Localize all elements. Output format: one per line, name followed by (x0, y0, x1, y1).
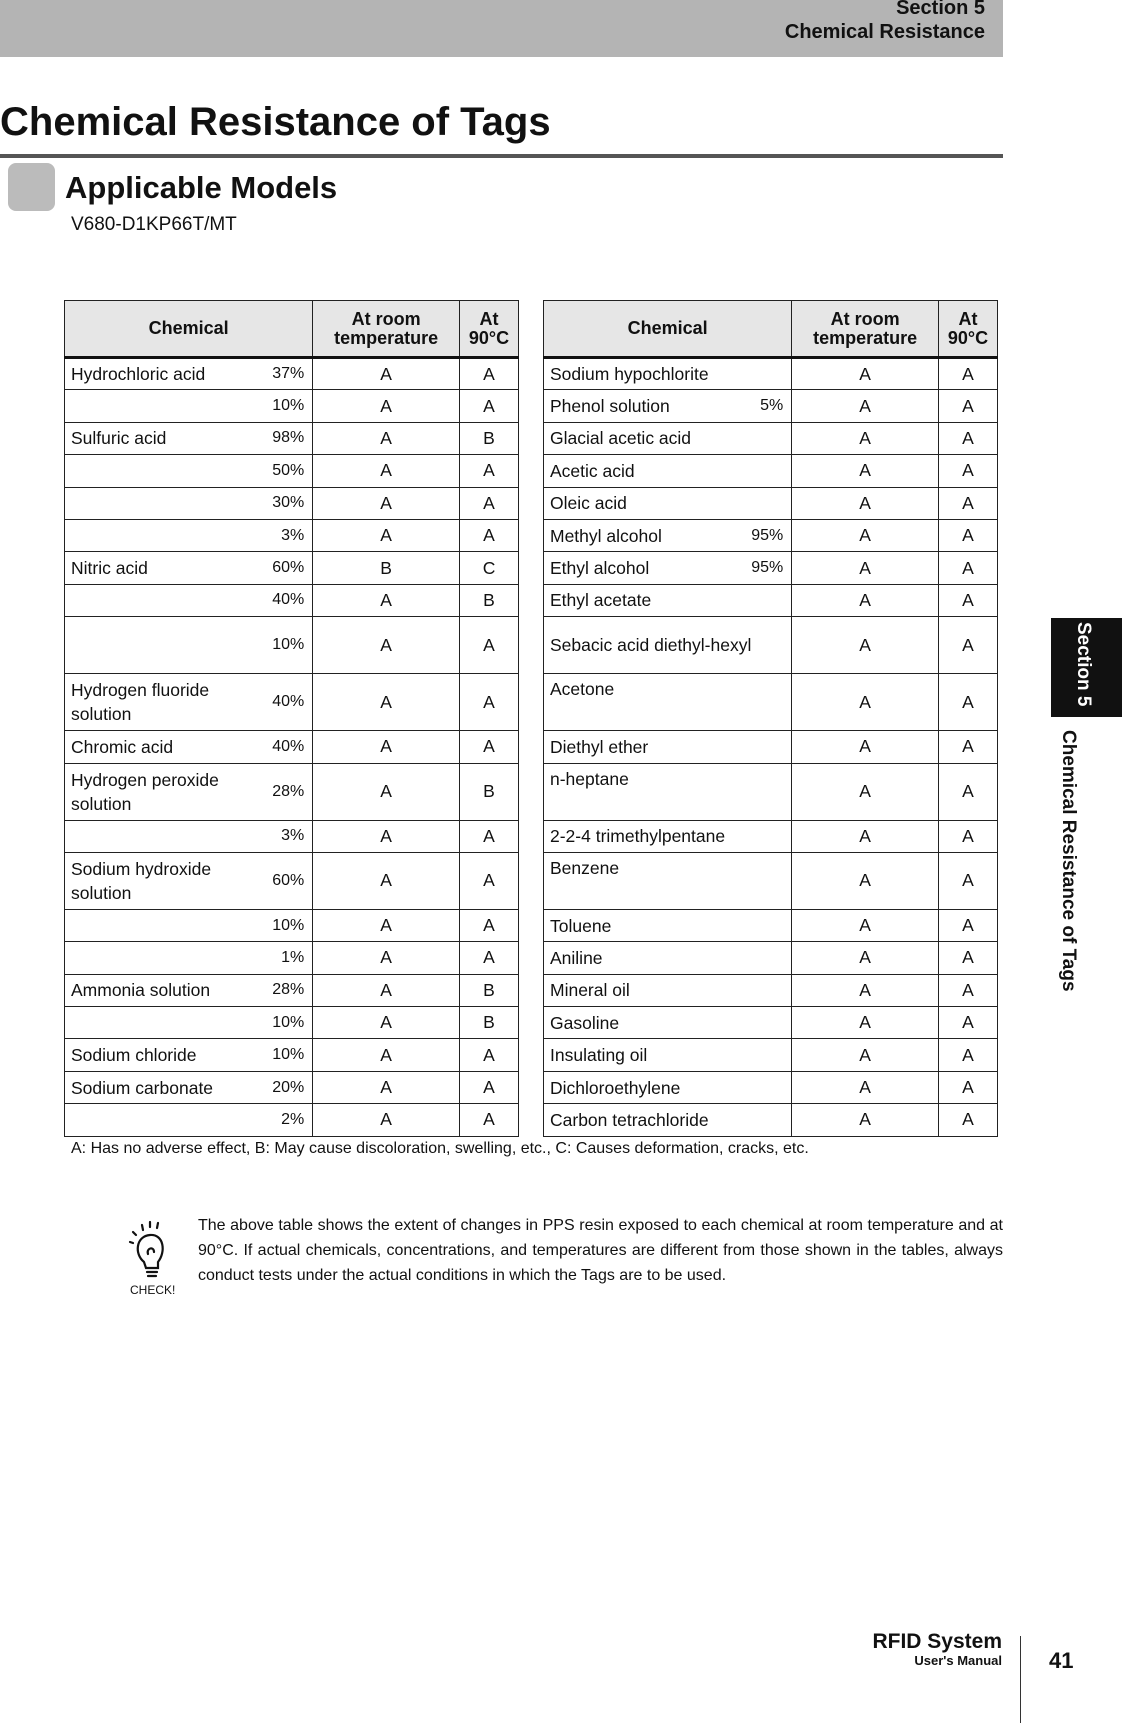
model-name: V680-D1KP66T/MT (71, 214, 237, 235)
90c-rating: A (939, 1007, 998, 1039)
header-title: Chemical Resistance (784, 21, 985, 43)
room-temp-rating: A (313, 942, 460, 974)
room-temp-rating: A (313, 584, 460, 616)
chemical-name: Diethyl ether (550, 736, 649, 757)
check-label: CHECK! (130, 1283, 176, 1297)
concentration: 95% (751, 559, 784, 577)
chemical-name: Gasoline (550, 1012, 620, 1033)
90c-rating: A (939, 617, 998, 674)
footer-manual: User's Manual (914, 1653, 1002, 1668)
table-row (65, 455, 519, 487)
90c-rating: A (460, 1071, 519, 1103)
concentration: 60% (272, 559, 305, 577)
90c-rating: A (460, 617, 519, 674)
90c-rating: A (939, 763, 998, 820)
90c-rating: A (939, 909, 998, 941)
column-header: Chemical (544, 301, 792, 358)
concentration: 10% (272, 1013, 305, 1031)
chemical-cell (65, 1007, 313, 1039)
room-temp-rating: A (792, 974, 939, 1006)
90c-rating: A (939, 1104, 998, 1136)
room-temp-rating: A (792, 909, 939, 941)
table-row (544, 942, 998, 974)
table-row (544, 1039, 998, 1071)
room-temp-rating: A (313, 1071, 460, 1103)
room-temp-rating: A (313, 1039, 460, 1071)
chemical-name: Ethyl acetate (550, 590, 652, 611)
concentration: 2% (281, 1110, 305, 1128)
chemical-cell (65, 1104, 313, 1136)
chemical-cell (65, 617, 313, 674)
chemical-cell (65, 974, 313, 1006)
chemical-cell (544, 820, 792, 852)
table-row (65, 1007, 519, 1039)
table-row (544, 455, 998, 487)
chemical-cell (65, 455, 313, 487)
header-section: Section 5 (896, 0, 985, 19)
concentration: 95% (751, 526, 784, 544)
chemical-name: Sebacic acid diethyl-hexyl (550, 635, 752, 656)
chemical-cell (65, 909, 313, 941)
chemical-cell (65, 487, 313, 519)
room-temp-rating: A (313, 1007, 460, 1039)
table-row (544, 617, 998, 674)
90c-rating: A (939, 1039, 998, 1071)
concentration: 10% (272, 397, 305, 415)
room-temp-rating: A (313, 1104, 460, 1136)
table-row (65, 763, 519, 820)
concentration: 40% (272, 591, 305, 609)
column-header: Chemical (65, 301, 313, 358)
chemical-name: Acetic acid (550, 460, 635, 481)
footer-divider (1020, 1636, 1021, 1723)
table-row (65, 909, 519, 941)
90c-rating: A (939, 358, 998, 390)
chemical-cell (544, 358, 792, 390)
check-lightbulb-icon (128, 1218, 188, 1298)
concentration: 28% (272, 981, 305, 999)
room-temp-rating: A (792, 358, 939, 390)
chemical-name: Hydrogen peroxide solution (71, 769, 219, 814)
90c-rating: A (939, 487, 998, 519)
chemical-cell (544, 552, 792, 584)
chemical-table-right (543, 300, 998, 1137)
90c-rating: A (460, 820, 519, 852)
90c-rating: A (460, 358, 519, 390)
room-temp-rating: A (313, 487, 460, 519)
chemical-cell (544, 390, 792, 422)
table-row (65, 422, 519, 454)
chemical-name: Chromic acid (71, 736, 174, 757)
chemical-name: Ammonia solution (71, 980, 211, 1001)
table-row (544, 852, 998, 909)
room-temp-rating: A (313, 820, 460, 852)
chemical-cell (544, 519, 792, 551)
chemical-name: Mineral oil (550, 980, 630, 1001)
concentration: 20% (272, 1078, 305, 1096)
chemical-cell (544, 487, 792, 519)
90c-rating: A (939, 1071, 998, 1103)
table-row (544, 552, 998, 584)
table-row (544, 974, 998, 1006)
table-row (544, 909, 998, 941)
90c-rating: A (460, 390, 519, 422)
concentration: 37% (272, 365, 305, 383)
room-temp-rating: A (792, 1039, 939, 1071)
chemical-name: Oleic acid (550, 493, 627, 514)
chemical-name: Carbon tetrachloride (550, 1109, 709, 1130)
check-note: The above table shows the extent of changes in PPS resin exposed to each chemical at room temperature and at 90°C. If actual chemicals, concentrations, and temperatures are different from those shown in the tables, always conduct tests under the actual conditions in which the Tags are to be used. (198, 1217, 1003, 1284)
concentration: 98% (272, 429, 305, 447)
table-row (65, 1039, 519, 1071)
room-temp-rating: A (792, 487, 939, 519)
room-temp-rating: A (792, 852, 939, 909)
column-header: At 90°C (939, 301, 998, 358)
room-temp-rating: A (313, 455, 460, 487)
column-header: At room temperature (313, 301, 460, 358)
90c-rating: A (939, 552, 998, 584)
room-temp-rating: A (313, 909, 460, 941)
chemical-cell (65, 942, 313, 974)
room-temp-rating: A (313, 519, 460, 551)
table-row (544, 1007, 998, 1039)
90c-rating: A (939, 820, 998, 852)
column-header: At room temperature (792, 301, 939, 358)
chemical-name: Toluene (550, 915, 612, 936)
room-temp-rating: A (792, 552, 939, 584)
heading-marker-icon (8, 163, 55, 211)
90c-rating: A (460, 674, 519, 731)
room-temp-rating: A (792, 1071, 939, 1103)
room-temp-rating: A (313, 674, 460, 731)
concentration: 40% (272, 737, 305, 755)
title-rule (0, 154, 1003, 158)
table-row (544, 358, 998, 390)
table-header-row (544, 301, 998, 358)
chemical-cell (544, 942, 792, 974)
chemical-cell (544, 617, 792, 674)
room-temp-rating: A (792, 617, 939, 674)
chemical-cell (544, 455, 792, 487)
chemical-cell (65, 422, 313, 454)
table-row (544, 674, 998, 731)
chemical-cell (65, 731, 313, 763)
chemical-cell (65, 1039, 313, 1071)
chemical-cell (65, 519, 313, 551)
chemical-name: Sulfuric acid (71, 428, 167, 449)
table-row (65, 487, 519, 519)
table-row (65, 358, 519, 390)
table-row (65, 552, 519, 584)
table-row (65, 674, 519, 731)
room-temp-rating: A (792, 1007, 939, 1039)
90c-rating: A (460, 942, 519, 974)
chemical-cell (544, 852, 792, 909)
room-temp-rating: A (313, 422, 460, 454)
table-row (544, 584, 998, 616)
90c-rating: B (460, 584, 519, 616)
concentration: 28% (272, 782, 305, 800)
side-tab-title: Chemical Resistance of Tags (1058, 730, 1079, 992)
room-temp-rating: A (792, 763, 939, 820)
table-row (65, 1104, 519, 1136)
chemical-name: Dichloroethylene (550, 1077, 681, 1098)
room-temp-rating: A (792, 820, 939, 852)
table-row (65, 519, 519, 551)
legend: A: Has no adverse effect, B: May cause discoloration, swelling, etc., C: Causes deformation, cracks, etc. (71, 1140, 809, 1157)
room-temp-rating: A (792, 942, 939, 974)
table-row (544, 487, 998, 519)
90c-rating: A (460, 909, 519, 941)
room-temp-rating: A (313, 763, 460, 820)
90c-rating: B (460, 763, 519, 820)
90c-rating: A (460, 731, 519, 763)
90c-rating: A (939, 519, 998, 551)
90c-rating: A (939, 731, 998, 763)
table-row (544, 1104, 998, 1136)
concentration: 1% (281, 948, 305, 966)
chemical-cell (65, 763, 313, 820)
chemical-cell (544, 1104, 792, 1136)
concentration: 10% (272, 636, 305, 654)
table-row (544, 422, 998, 454)
90c-rating: B (460, 974, 519, 1006)
chemical-cell (65, 584, 313, 616)
chemical-cell (65, 1071, 313, 1103)
90c-rating: A (460, 1104, 519, 1136)
table-row (544, 390, 998, 422)
table-row (544, 1071, 998, 1103)
concentration: 40% (272, 693, 305, 711)
90c-rating: A (939, 942, 998, 974)
table-row (65, 390, 519, 422)
concentration: 60% (272, 871, 305, 889)
chemical-name: n-heptane (550, 768, 629, 789)
page-number: 41 (1049, 1648, 1074, 1673)
90c-rating: A (460, 852, 519, 909)
chemical-cell (544, 674, 792, 731)
chemical-name: Ethyl alcohol (550, 558, 650, 579)
room-temp-rating: A (792, 455, 939, 487)
90c-rating: A (939, 974, 998, 1006)
chemical-cell (65, 390, 313, 422)
table-row (544, 519, 998, 551)
room-temp-rating: A (313, 617, 460, 674)
chemical-name: 2-2-4 trimethylpentane (550, 826, 726, 847)
room-temp-rating: A (313, 390, 460, 422)
90c-rating: B (460, 422, 519, 454)
90c-rating: A (939, 852, 998, 909)
90c-rating: A (939, 422, 998, 454)
chemical-cell (65, 358, 313, 390)
chemical-cell (65, 820, 313, 852)
chemical-name: Sodium chloride (71, 1045, 197, 1066)
90c-rating: A (939, 390, 998, 422)
chemical-cell (65, 852, 313, 909)
footer-product: RFID System (872, 1630, 1002, 1653)
90c-rating: A (460, 1039, 519, 1071)
table-row (65, 1071, 519, 1103)
table-row (65, 731, 519, 763)
room-temp-rating: A (313, 974, 460, 1006)
table-row (65, 617, 519, 674)
room-temp-rating: A (792, 674, 939, 731)
section-heading: Applicable Models (65, 170, 338, 205)
chemical-cell (544, 584, 792, 616)
chemical-name: Phenol solution (550, 396, 670, 417)
table-row (544, 820, 998, 852)
chemical-name: Hydrochloric acid (71, 364, 206, 385)
chemical-cell (544, 1039, 792, 1071)
page-header (0, 0, 1003, 57)
side-tab-section: Section 5 (1073, 622, 1094, 707)
concentration: 10% (272, 916, 305, 934)
room-temp-rating: A (313, 852, 460, 909)
90c-rating: A (939, 674, 998, 731)
room-temp-rating: A (792, 1104, 939, 1136)
chemical-name: Sodium carbonate (71, 1077, 214, 1098)
room-temp-rating: A (792, 584, 939, 616)
chemical-cell (544, 909, 792, 941)
room-temp-rating: B (313, 552, 460, 584)
chemical-name: Benzene (550, 857, 620, 878)
table-row (544, 731, 998, 763)
chemical-name: Sodium hypochlorite (550, 364, 709, 385)
concentration: 10% (272, 1046, 305, 1064)
concentration: 30% (272, 494, 305, 512)
chemical-name: Acetone (550, 679, 615, 700)
chemical-name: Hydrogen fluoride solution (71, 680, 210, 725)
90c-rating: A (939, 584, 998, 616)
chemical-name: Nitric acid (71, 558, 148, 579)
chemical-cell (544, 731, 792, 763)
concentration: 5% (760, 397, 784, 415)
room-temp-rating: A (313, 358, 460, 390)
table-row (65, 942, 519, 974)
room-temp-rating: A (313, 731, 460, 763)
table-row (65, 820, 519, 852)
90c-rating: A (460, 519, 519, 551)
column-header: At 90°C (460, 301, 519, 358)
chemical-cell (544, 1007, 792, 1039)
table-row (65, 974, 519, 1006)
page-title: Chemical Resistance of Tags (0, 100, 551, 144)
concentration: 3% (281, 827, 305, 845)
chemical-table-left (64, 300, 519, 1137)
chemical-name: Sodium hydroxide solution (71, 858, 212, 903)
90c-rating: A (939, 455, 998, 487)
chemical-cell (544, 1071, 792, 1103)
chemical-name: Aniline (550, 947, 603, 968)
chemical-name: Glacial acetic acid (550, 428, 692, 449)
room-temp-rating: A (792, 390, 939, 422)
room-temp-rating: A (792, 519, 939, 551)
90c-rating: B (460, 1007, 519, 1039)
chemical-cell (544, 763, 792, 820)
90c-rating: A (460, 487, 519, 519)
chemical-cell (65, 552, 313, 584)
90c-rating: A (460, 455, 519, 487)
chemical-cell (65, 674, 313, 731)
room-temp-rating: A (792, 422, 939, 454)
table-header-row (65, 301, 519, 358)
table-row (544, 763, 998, 820)
table-row (65, 584, 519, 616)
chemical-cell (544, 422, 792, 454)
chemical-name: Methyl alcohol (550, 525, 662, 546)
table-row (65, 852, 519, 909)
chemical-name: Insulating oil (550, 1045, 648, 1066)
90c-rating: C (460, 552, 519, 584)
chemical-cell (544, 974, 792, 1006)
room-temp-rating: A (792, 731, 939, 763)
concentration: 3% (281, 526, 305, 544)
concentration: 50% (272, 461, 305, 479)
